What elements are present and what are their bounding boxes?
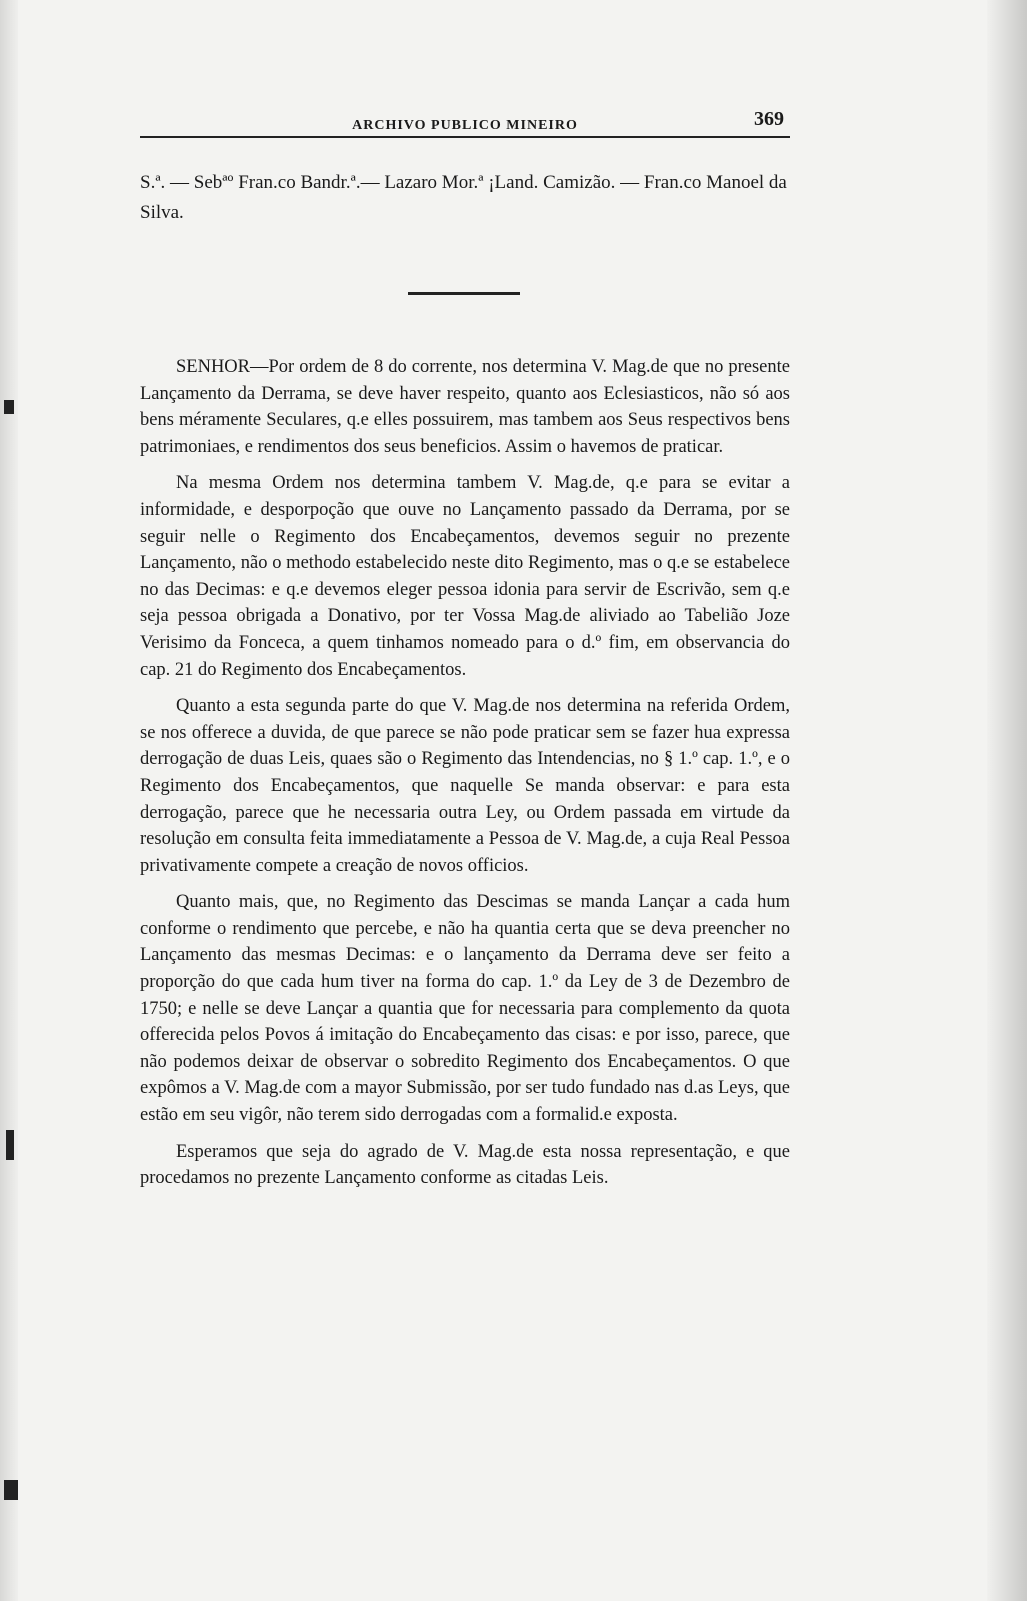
paragraph: Esperamos que seja do agrado de V. Mag.de esta nossa representação, e que procedamos no prezente Lançamento conforme as citadas Leis. [140, 1141, 790, 1189]
page-number: 369 [754, 108, 784, 130]
document-body [140, 354, 790, 1202]
signatories-line: S.ª. — Sebªº Fran.co Bandr.ª.— Lazaro Mor.ª ¡Land. Camizão. — Fran.co Manoel da Silva. [140, 172, 787, 223]
paragraph: Quanto a esta segunda parte do que V. Mag.de nos determina na referida Ordem, se nos offerece a duvida, de que parece se não pode praticar sem se fazer hua expressa derrogação de duas Leis, quaes são o Regimento das Intendencias, no § 1.º cap. 1.º, e o Regimento dos Encabeçamentos, que naquelle Se manda observar: e para esta derrogação, parece que he necessaria outra Ley, ou Ordem passada em virtude da resolução em consulta feita immediatamente a Pessoa de V. Mag.de, a cuja Real Pessoa privativamente compete a creação de novos officios. [140, 696, 790, 876]
scan-artifact-mark [4, 400, 14, 414]
page-left-edge [0, 0, 18, 1601]
section-divider [408, 292, 520, 295]
paragraph: Quanto mais, que, no Regimento das Descimas se manda Lançar a cada hum conforme o rendimento que percebe, e não ha quantia certa que se deva preencher no Lançamento das mesmas Decimas: e o lançamento da Derrama deve ser feito a proporção do que cada hum tiver na forma do cap. 1.º da Ley de 3 de Dezembro de 1750; e nelle se deve Lançar a quantia que for necessaria para complemento da quota offerecida pelos Povos á imitação do Encabeçamento das cisas: e por isso, parece, que não podemos deixar de observar o sobredito Regimento dos Encabeçamentos. O que expômos a V. Mag.de com a mayor Submissão, por ser tudo fundado nas d.as Leys, que estão em seu vigôr, não terem sido derrogadas com a formalid.e exposta. [140, 892, 790, 1126]
running-header [140, 108, 790, 138]
scan-artifact-mark [6, 1130, 14, 1160]
header-title: ARCHIVO PUBLICO MINEIRO [352, 118, 578, 133]
scan-artifact-mark [4, 1480, 18, 1500]
paragraph: SENHOR—Por ordem de 8 do corrente, nos determina V. Mag.de que no presente Lançamento da Derrama, se deve haver respeito, quanto aos Eclesiasticos, não só aos bens méramente Seculares, q.e elles possuirem, mas tambem aos Seus respectivos bens patrimoniaes, e rendimentos dos seus beneficios. Assim o havemos de praticar. [140, 357, 790, 457]
paragraph: Na mesma Ordem nos determina tambem V. Mag.de, q.e para se evitar a informidade, e desporpoção que ouve no Lançamento passado da Derrama, por se seguir nelle o Regimento dos Encabeçamentos, devemos seguir no prezente Lançamento, não o methodo estabelecido neste dito Regimento, mas o q.e se estabelece no das Decimas: e q.e devemos eleger pessoa idonia para servir de Escrivão, sem q.e seja pessoa obrigada a Donativo, por ter Vossa Mag.de aliviado ao Tabelião Joze Verisimo da Fonceca, a quem tinhamos nomeado para o d.º fim, em observancia do cap. 21 do Regimento dos Encabeçamentos. [140, 473, 790, 680]
page-right-edge [987, 0, 1027, 1601]
